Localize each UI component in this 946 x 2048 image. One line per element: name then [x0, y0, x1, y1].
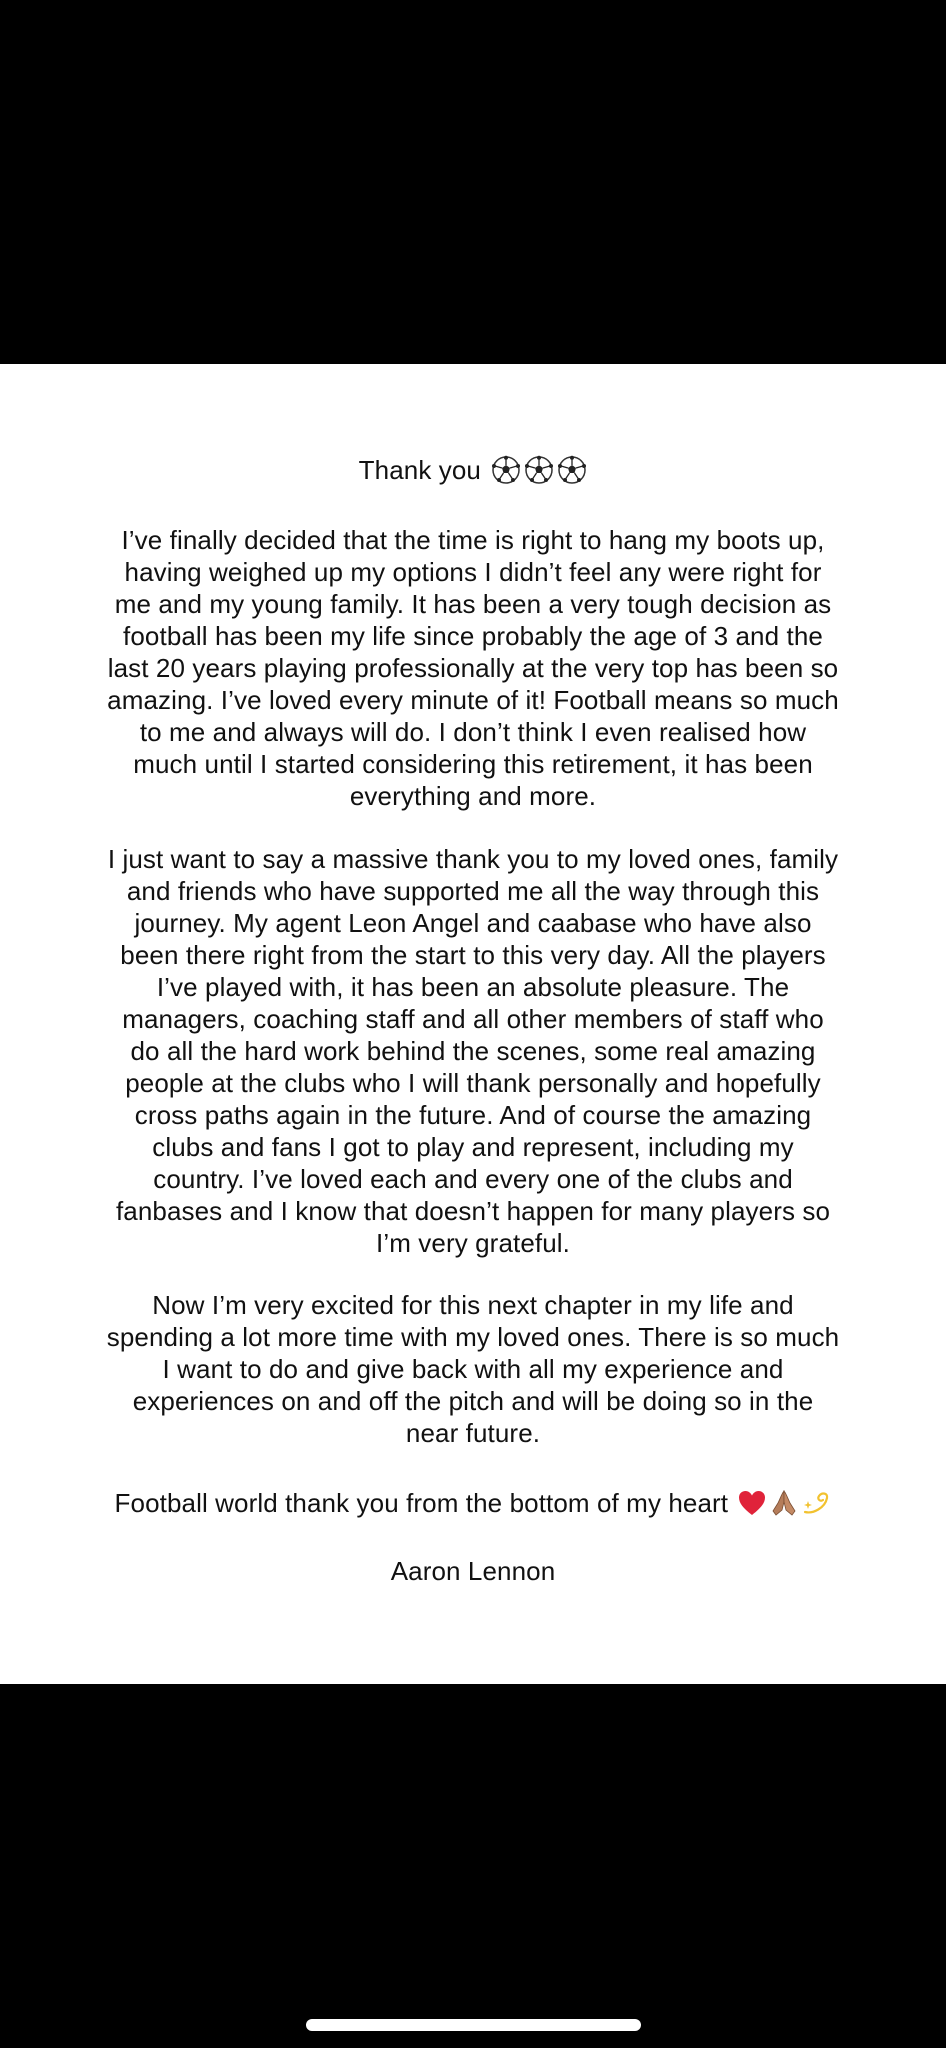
- text-line: Now I’m very excited for this next chapter in my life and: [152, 1290, 794, 1320]
- text-line: I want to do and give back with all my experience and: [162, 1354, 784, 1384]
- text-line: people at the clubs who I will thank personally and hopefully: [125, 1068, 821, 1098]
- text-line: cross paths again in the future. And of course the amazing: [134, 1100, 812, 1130]
- text-line: do all the hard work behind the scenes, some real amazing: [130, 1036, 816, 1066]
- text-line: managers, coaching staff and all other members of staff who: [122, 1004, 824, 1034]
- text-line: and friends who have supported me all the way through this: [126, 876, 820, 906]
- closing-text: Football world thank you from the bottom of my heart: [114, 1488, 729, 1518]
- text-line: having weighed up my options I didn’t feel any were right for: [124, 557, 822, 587]
- text-line: last 20 years playing professionally at the very top has been so: [107, 653, 839, 683]
- text-line: me and my young family. It has been a very tough decision as: [114, 589, 832, 619]
- signature: Aaron Lennon: [390, 1556, 556, 1586]
- paragraph-retirement: [40, 524, 906, 812]
- text-line: spending a lot more time with my loved ones. There is so much: [106, 1322, 840, 1352]
- text-line: I’ve played with, it has been an absolute pleasure. The: [156, 972, 790, 1002]
- text-line: journey. My agent Leon Angel and caabase who have also: [134, 908, 812, 938]
- text-line: football has been my life since probably the age of 3 and the: [123, 621, 823, 651]
- paragraph-next-chapter: [40, 1289, 906, 1449]
- home-indicator[interactable]: [306, 2019, 641, 2031]
- text-line: amazing. I’ve loved every minute of it! Football means so much: [107, 685, 839, 715]
- text-line: experiences on and off the pitch and will be doing so in the: [132, 1386, 814, 1416]
- note-title: [40, 454, 906, 486]
- text-line: to me and always will do. I don’t think I even realised how: [139, 717, 807, 747]
- text-line: everything and more.: [349, 781, 597, 811]
- text-line: clubs and fans I got to play and represent, including my: [152, 1132, 794, 1162]
- soccer-ball-icon: [557, 455, 587, 485]
- closing-line: [40, 1487, 906, 1519]
- text-line: I just want to say a massive thank you to my loved ones, family: [107, 844, 839, 874]
- text-line: been there right from the start to this very day. All the players: [120, 940, 826, 970]
- red-heart-icon: [737, 1488, 767, 1518]
- paragraph-thanks: [40, 843, 906, 1259]
- text-line: I’m very grateful.: [376, 1228, 570, 1258]
- bottom-black-bar: [0, 1684, 946, 2048]
- note-title-text: Thank you: [358, 455, 481, 485]
- text-line: much until I started considering this retirement, it has been: [133, 749, 813, 779]
- text-line: I’ve finally decided that the time is right to hang my boots up,: [121, 525, 825, 555]
- folded-hands-icon: [769, 1488, 799, 1518]
- soccer-ball-icon: [524, 455, 554, 485]
- dizzy-icon: [801, 1488, 831, 1518]
- soccer-ball-icon: [491, 455, 521, 485]
- text-line: near future.: [405, 1418, 541, 1448]
- text-line: country. I’ve loved each and every one of the clubs and: [153, 1164, 793, 1194]
- text-line: fanbases and I know that doesn’t happen for many players so: [115, 1196, 831, 1226]
- top-black-bar: [0, 0, 946, 364]
